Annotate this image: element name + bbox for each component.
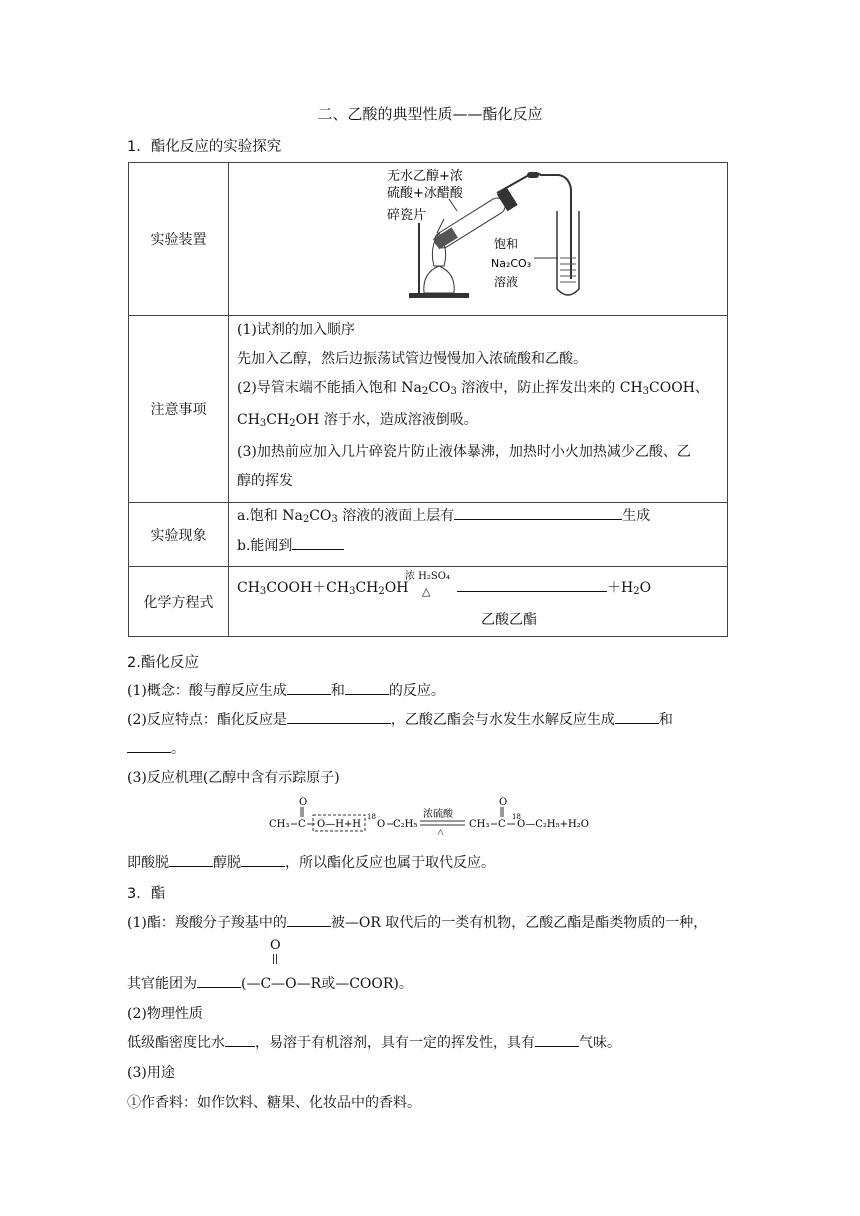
section2-heading: 2.酯化反应 xyxy=(127,655,199,671)
answer-blank[interactable] xyxy=(287,912,331,927)
ester-definition: (1)酯：羧酸分子羧基中的 被—OR 取代后的一类有机物，乙酸乙酯是酯类物质的一种， xyxy=(127,912,707,932)
double-bond xyxy=(276,954,277,964)
phenomenon-1: a.饱和 $Na_2CO_3$ 溶液的液面上层有 生成 xyxy=(237,503,719,533)
label-phenomena: 实验现象 xyxy=(129,503,229,567)
mech-o2: O xyxy=(377,819,386,830)
label-notes: 注意事项 xyxy=(129,316,229,503)
mech-o-top: O xyxy=(299,797,308,808)
mechanism-summary: 即酸脱 醇脱 ，所以酯化反应也属于取代反应。 xyxy=(127,852,495,872)
answer-blank[interactable] xyxy=(615,709,659,724)
mech-o-topb: O xyxy=(499,797,508,808)
label-equation: 化学方程式 xyxy=(129,567,229,637)
note-6: 醇的挥发 xyxy=(237,473,293,489)
section1-heading: 1．酯化反应的实验探究 xyxy=(127,139,282,155)
mechanism-heading: (3)反应机理(乙醇中含有示踪原子) xyxy=(127,770,340,786)
mech-tail: O—C₂H₅+H₂O xyxy=(517,819,589,830)
condition-bottom: △ xyxy=(422,585,431,598)
notes-cell xyxy=(229,316,728,503)
answer-blank[interactable] xyxy=(454,505,622,520)
feature-line-2: 。 xyxy=(127,738,185,758)
apparatus-diagram xyxy=(229,163,727,311)
label-sat2: Na₂CO₃ xyxy=(491,257,532,270)
functional-group-o: O xyxy=(270,938,281,953)
mech-18b: 18 xyxy=(512,813,521,821)
answer-blank[interactable] xyxy=(169,852,213,867)
phenomena-cell xyxy=(229,503,728,567)
mech-ch3b: CH₃ xyxy=(469,819,490,830)
answer-blank[interactable] xyxy=(457,577,607,592)
mech-18: 18 xyxy=(367,813,376,821)
label-sat3: 溶液 xyxy=(494,275,519,289)
condition-top: 浓 H₂SO₄ xyxy=(405,571,450,582)
double-bond xyxy=(273,954,274,964)
label-apparatus: 实验装置 xyxy=(129,163,229,316)
uses-item-1: ①作香料：如作饮料、糖果、化妆品中的香料。 xyxy=(127,1095,421,1111)
mech-heat: △ xyxy=(437,828,444,835)
note-2: 先加入乙醇，然后边振荡试管边慢慢加入浓硫酸和乙酸。 xyxy=(237,351,587,367)
answer-blank[interactable] xyxy=(127,738,171,753)
uses-heading: (3)用途 xyxy=(127,1065,175,1081)
answer-blank[interactable] xyxy=(241,852,285,867)
note-1: (1)试剂的加入顺序 xyxy=(237,322,355,338)
page-title: 二、乙酸的典型性质——酯化反应 xyxy=(317,105,543,123)
mech-catalyst: 浓硫酸 xyxy=(423,809,453,820)
note-5: (3)加热前应加入几片碎瓷片防止液体暴沸，加热时小火加热减少乙酸、乙 xyxy=(237,444,691,460)
product-label: 乙酸乙酯 xyxy=(481,612,537,628)
label-chips: 碎瓷片 xyxy=(387,208,427,223)
solution-lines xyxy=(560,258,576,282)
physical-heading: (2)物理性质 xyxy=(127,1006,203,1022)
phenomenon-2: b.能闻到 xyxy=(237,533,719,560)
mech-cb: C xyxy=(498,819,506,830)
section3-heading: 3．酯 xyxy=(127,886,166,902)
stand-base xyxy=(409,293,469,298)
label-sat1: 饱和 xyxy=(494,237,519,251)
row-notes xyxy=(129,316,728,503)
note-4: $CH_3CH_2OH$ 溶于水，造成溶液倒吸。 xyxy=(237,412,478,429)
mechanism-equation xyxy=(265,795,595,835)
answer-blank[interactable] xyxy=(287,680,331,695)
label-reagent2: 硫酸+冰醋酸 xyxy=(387,186,463,201)
label-reagent1: 无水乙醇+浓 xyxy=(387,169,463,184)
apparatus-cell xyxy=(229,163,728,316)
row-equation xyxy=(129,567,728,637)
equation-right: $+H_2O$ xyxy=(457,577,651,597)
mech-ch3: CH₃ xyxy=(269,819,290,830)
mech-c: C xyxy=(298,819,306,830)
answer-blank[interactable] xyxy=(197,973,241,988)
equation-line: $CH_3COOH+CH_3CH_2OH$ xyxy=(237,580,409,597)
alcohol-lamp xyxy=(424,266,454,293)
answer-blank[interactable] xyxy=(345,680,389,695)
answer-blank[interactable] xyxy=(292,535,344,550)
physical-properties: 低级酯密度比水 ，易溶于有机溶剂，具有一定的挥发性，具有 气味。 xyxy=(127,1032,621,1052)
answer-blank[interactable] xyxy=(535,1032,579,1047)
row-apparatus xyxy=(129,163,728,316)
experiment-table xyxy=(128,162,728,637)
functional-group: —C—O—R xyxy=(246,976,322,992)
note-3: (2)导管末端不能插入饱和 $Na_2CO_3$ 溶液中，防止挥发出来的 $CH_3COOH$、 xyxy=(237,380,709,397)
row-phenomena xyxy=(129,503,728,567)
answer-blank[interactable] xyxy=(287,709,391,724)
equation-cell xyxy=(229,567,728,637)
feature-line: (2)反应特点：酯化反应是 ，乙酸乙酯会与水发生水解反应生成 和 xyxy=(127,709,673,729)
mech-c2h5: C₂H₅ xyxy=(393,819,418,830)
functional-group-line: 其官能团为 (—C—O—R或—COOR)。 xyxy=(127,973,413,993)
answer-blank[interactable] xyxy=(225,1032,255,1047)
mech-oh: O—H+H xyxy=(317,819,362,830)
concept-line: (1)概念：酸与醇反应生成 和 的反应。 xyxy=(127,680,445,700)
